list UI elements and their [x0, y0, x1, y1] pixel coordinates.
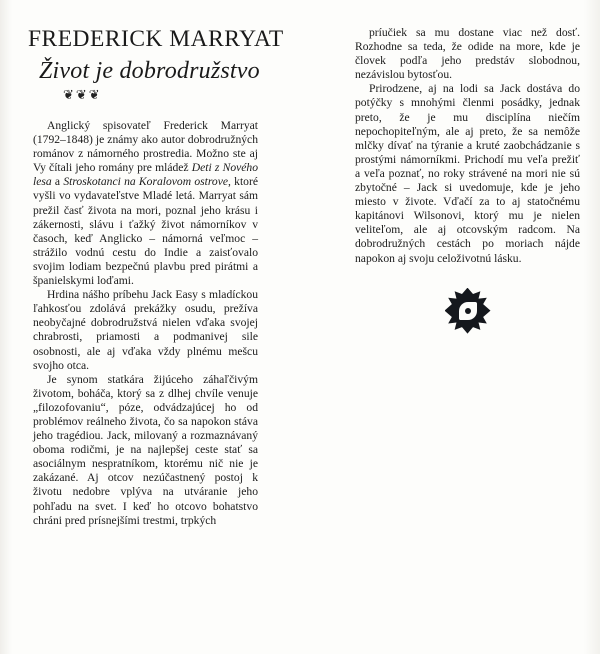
author-name: FREDERICK MARRYAT	[28, 26, 284, 51]
ornament-center-dot	[465, 308, 471, 314]
right-column	[355, 0, 580, 334]
left-column-body	[33, 119, 258, 528]
title-block	[28, 0, 284, 103]
ornament-wrapper	[355, 288, 580, 334]
paragraph: Anglický spisovateľ Frederick Marryat (1792–1848) je známy ako autor dobrodružných románov z námorného prostredia. Možno ste aj Vy čítali jeho romány pre mládež Deti z Nového lesa a Stroskotanci na Koralovom ostrove, ktoré vyšli vo vydavateľstve Mladé letá. Marryat sám prežil časť života na mori, poznal jeho krásu i zákernosti, slávu i ťažký život námorníkov v časoch, keď Anglicko – námorná veľmoc – strážilo vodnú cestu do Indie a zaisťovalo svojim lodiam bezpečnú plavbu pred pirátmi a španielskymi loďami.	[33, 119, 259, 288]
paragraph: Je synom statkára žijúceho záhaľčivým životom, boháča, ktorý sa z dlhej chvíle venuje „filozofovaniu“, póze, odvádzajúcej ho od problémov reálneho života, čo sa napokon stáva jeho tragédiou. Jack, milovaný a rozmaznávaný oboma rodičmi, je na najlepšej ceste stať sa asociálnym nespratníkom, ktorému nič nie je zakázané. Aj otcov nezúčastnený postoj k životu nedobre vplýva na utváranie jeho pohľadu na svet. I keď ho otcovo bohatstvo chráni pred prísnejšími trestmi, trpkých	[33, 372, 258, 527]
paragraph: Prirodzene, aj na lodi sa Jack dostáva do potýčky s mnohými členmi posádky, jednak preto, že je mu disciplína niečím nepochopiteľným, ale aj preto, že sa nemôže mlčky dívať na týranie a kruté zaobchádzanie s prostými námorníkmi. Prichodí mu veľa prežiť a veľa poznať, no roky strávené na mori nie sú zbytočné – Jack si uvedomuje, kde je jeho miesto v živote. Vďačí za to aj statočnému kapitánovi Wilsonovi, ktorý mu je nielen veliteľom, ale aj otcovským radcom. Na dobrodružných cestách po moriach nájde napokon aj svoju celoživotnú lásku.	[355, 82, 580, 265]
paragraph: Hrdina nášho príbehu Jack Easy s mladíckou ľahkosťou zdolává prekážky osudu, prežíva neobyčajné dobrodružstvá nielen vďaka svojej chrabrosti, priamosti a podmanivej sile osobnosti, ale aj vďaka vždy plnému mešcu svojho otca.	[33, 288, 258, 372]
flourish-icon: ❦❦❦	[63, 87, 102, 102]
floral-ornament-icon	[445, 288, 491, 334]
right-column-body	[355, 0, 580, 266]
paragraph: príučiek sa mu dostane viac než dosť. Rozhodne sa teda, že odide na more, kde je človek podľa jeho predstáv slobodnou, nezávislou bytosťou.	[355, 26, 580, 82]
left-column	[28, 0, 284, 528]
page-title: Život je dobrodružstvo	[39, 58, 260, 84]
